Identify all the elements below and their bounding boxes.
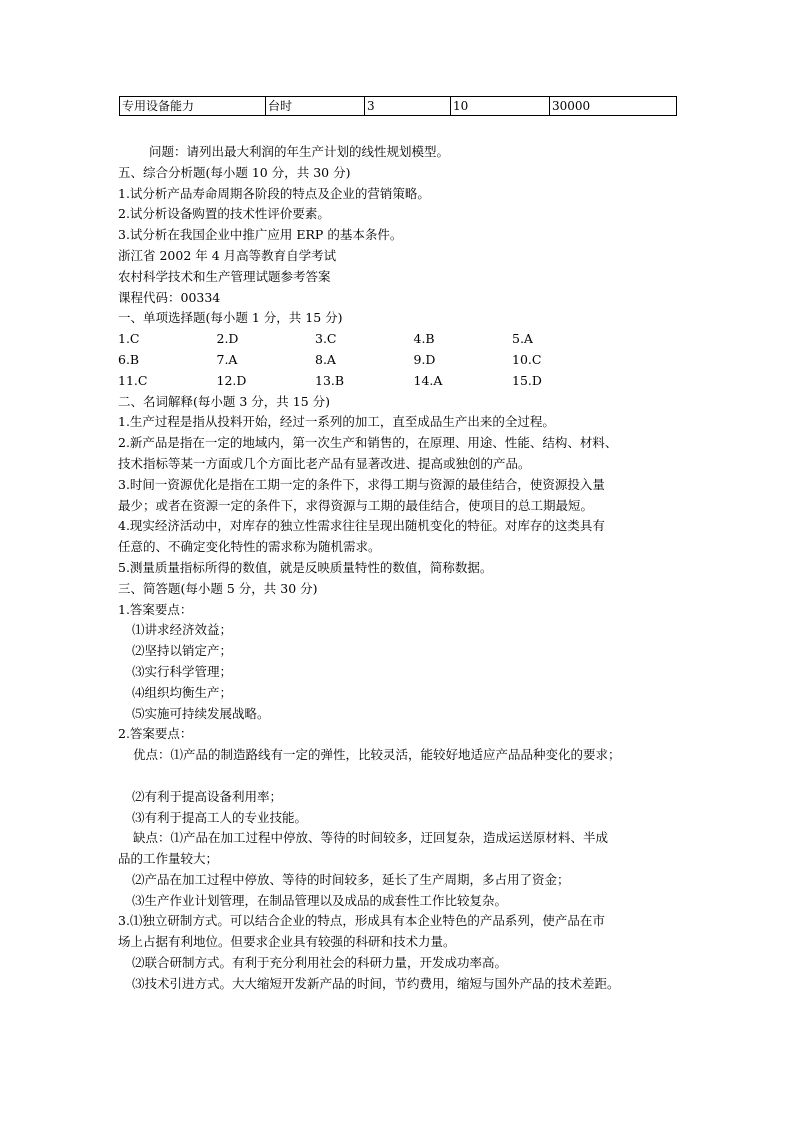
list-item: 1.试分析产品寿命周期各阶段的特点及企业的营销策略。 bbox=[118, 185, 430, 201]
table-cell: 10 bbox=[451, 97, 550, 116]
list-item: ⑵有利于提高设备利用率； bbox=[132, 788, 283, 804]
equipment-capacity-table bbox=[119, 96, 677, 116]
text-line: 4.现实经济活动中，对库存的独立性需求往往呈现出随机变化的特征。对库存的这类具有 bbox=[118, 518, 605, 534]
table-cell: 30000 bbox=[550, 97, 677, 116]
section3-title: 三、简答题(每小题 5 分，共 30 分) bbox=[118, 580, 318, 596]
answer-row bbox=[118, 329, 698, 350]
text-line: 3.时间一资源优化是指在工期一定的条件下，求得工期与资源的最佳结合，使资源投入量 bbox=[118, 476, 605, 492]
question-line: 问题：请列出最大利润的年生产计划的线性规划模型。 bbox=[149, 144, 450, 159]
answer-row bbox=[118, 350, 698, 371]
table-cell: 3 bbox=[365, 97, 451, 116]
answer-cell: 2.D bbox=[216, 331, 239, 347]
list-item: ⑶技术引进方式。大大缩短开发新产品的时间，节约费用，缩短与国外产品的技术差距。 bbox=[132, 975, 620, 991]
document-body bbox=[118, 142, 698, 995]
answer-cell: 7.A bbox=[216, 351, 238, 367]
table-cell: 专用设备能力 bbox=[120, 97, 266, 116]
section2-title: 二、名词解释(每小题 3 分，共 15 分) bbox=[118, 393, 331, 409]
section1-title: 一、单项选择题(每小题 1 分，共 15 分) bbox=[118, 310, 343, 326]
answer-row bbox=[118, 371, 698, 392]
answer-cell: 11.C bbox=[118, 372, 148, 388]
answer-cell: 8.A bbox=[315, 351, 336, 367]
text-line: 场上占据有利地位。但要求企业具有较强的科研和技术力量。 bbox=[118, 934, 456, 950]
answer-cell: 9.D bbox=[413, 351, 436, 367]
table-cell: 台时 bbox=[266, 97, 365, 116]
answer-cell: 13.B bbox=[315, 372, 345, 388]
list-item: ⑴讲求经济效益； bbox=[132, 622, 233, 638]
answer-cell: 5.A bbox=[512, 331, 533, 347]
list-item: ⑵联合研制方式。有利于充分利用社会的科研力量，开发成功率高。 bbox=[132, 955, 508, 971]
list-item: ⑶生产作业计划管理，在制品管理以及成品的成套性工作比较复杂。 bbox=[132, 892, 508, 908]
list-item: 3.试分析在我国企业中推广应用 ERP 的基本条件。 bbox=[118, 227, 403, 243]
disadvantages-line: 缺点：⑴产品在加工过程中停放、等待的时间较多，迂回复杂，造成运送原材料、半成 bbox=[133, 830, 609, 846]
text-line: 品的工作量较大； bbox=[118, 851, 219, 867]
document-page bbox=[118, 96, 688, 116]
text-line: 1.生产过程是指从投料开始，经过一系列的加工，直至成品生产出来的全过程。 bbox=[118, 414, 555, 430]
table-row bbox=[120, 97, 677, 116]
text-line: 技术指标等某一方面或几个方面比老产品有显著改进、提高或独创的产品。 bbox=[118, 455, 531, 471]
list-item: ⑸实施可持续发展战略。 bbox=[132, 705, 270, 721]
list-item: ⑷组织均衡生产； bbox=[132, 684, 233, 700]
list-item: ⑵坚持以销定产； bbox=[132, 643, 233, 659]
section5-title: 五、综合分析题(每小题 10 分，共 30 分) bbox=[118, 164, 351, 180]
answer-cell: 4.B bbox=[413, 331, 435, 347]
list-item: ⑵产品在加工过程中停放、等待的时间较多，延长了生产周期，多占用了资金； bbox=[132, 871, 570, 887]
text-line: 3.⑴独立研制方式。可以结合企业的特点，形成具有本企业特色的产品系列，使产品在市 bbox=[118, 913, 605, 929]
answer-cell: 10.C bbox=[512, 351, 542, 367]
blank-line bbox=[118, 766, 698, 787]
answer-cell: 6.B bbox=[118, 351, 140, 367]
course-code: 课程代码：00334 bbox=[118, 289, 221, 305]
list-item: ⑶有利于提高工人的专业技能。 bbox=[132, 809, 308, 825]
answer-cell: 12.D bbox=[216, 372, 247, 388]
answer1-title: 1.答案要点： bbox=[118, 601, 193, 617]
text-line: 任意的、不确定变化特性的需求称为随机需求。 bbox=[118, 539, 381, 555]
answer-cell: 3.C bbox=[315, 331, 337, 347]
list-item: 2.试分析设备购置的技术性评价要素。 bbox=[118, 206, 330, 222]
answer-cell: 15.D bbox=[512, 372, 542, 388]
text-line: 最少；或者在资源一定的条件下，求得资源与工期的最佳结合，使项目的总工期最短。 bbox=[118, 497, 594, 513]
exam-header-line2: 农村科学技术和生产管理试题参考答案 bbox=[118, 268, 331, 284]
list-item: ⑶实行科学管理； bbox=[132, 663, 233, 679]
answer2-title: 2.答案要点： bbox=[118, 726, 193, 742]
text-line: 2.新产品是指在一定的地域内，第一次生产和销售的，在原理、用途、性能、结构、材料、 bbox=[118, 435, 618, 451]
advantages-line: 优点：⑴产品的制造路线有一定的弹性，比较灵活，能较好地适应产品品种变化的要求； bbox=[133, 747, 621, 763]
text-line: 5.测量质量指标所得的数值，就是反映质量特性的数值，简称数据。 bbox=[118, 559, 493, 575]
answer-cell: 14.A bbox=[413, 372, 443, 388]
answer-cell: 1.C bbox=[118, 331, 140, 347]
exam-header-line1: 浙江省 2002 年 4 月高等教育自学考试 bbox=[118, 247, 337, 263]
